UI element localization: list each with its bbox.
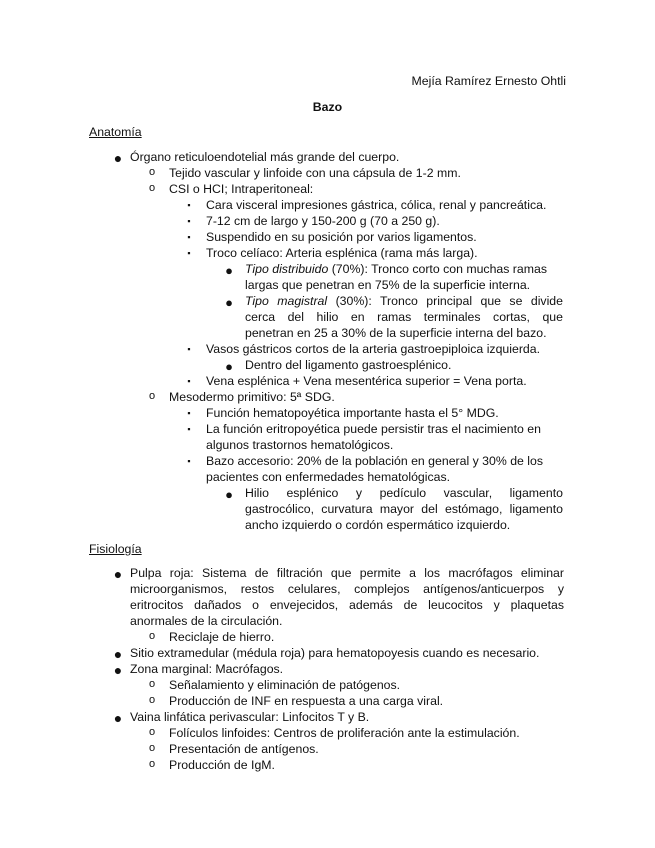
bullet-icon: ▪ (187, 456, 191, 466)
bullet-icon: ▪ (187, 200, 191, 210)
bullet-icon: o (148, 694, 156, 706)
bullet-icon: o (148, 182, 156, 194)
bullet-icon: ● (225, 263, 233, 278)
bullet-icon: o (148, 630, 156, 642)
bullet-icon: ▪ (187, 248, 191, 258)
list-item-cont: eritrocitos dañados o envejecidos, además de leucocitos y plaquetas (130, 598, 564, 612)
list-item-cont: cerca del hilio en ramas terminales cortas, que (245, 310, 563, 324)
list-item-cont: microorganismos, restos celulares, complejos antígenos/anticuerpos y (130, 582, 564, 596)
bullet-icon: o (148, 758, 156, 770)
bullet-icon: o (148, 726, 156, 738)
bullet-icon: ● (225, 295, 233, 310)
bullet-icon: o (148, 390, 156, 402)
bullet-icon: ● (225, 487, 233, 502)
bullet-icon: ▪ (187, 344, 191, 354)
bullet-icon: ● (225, 359, 233, 374)
bullet-icon: ● (113, 566, 123, 582)
bullet-icon: o (148, 742, 156, 754)
page-title: Bazo (312, 100, 343, 114)
bullet-icon: ▪ (187, 216, 191, 226)
list-item-cont: gastrocólico, curvatura mayor del estómago, ligamento (245, 502, 563, 516)
section-heading-fisiologia: Fisiología (89, 542, 142, 556)
bullet-icon: ● (113, 710, 123, 726)
bullet-icon: ● (113, 150, 123, 166)
bullet-icon: ▪ (187, 408, 191, 418)
author-name: Mejía Ramírez Ernesto Ohtli (411, 74, 566, 88)
bullet-icon: o (148, 678, 156, 690)
bullet-icon: ▪ (187, 424, 191, 434)
bullet-icon: ▪ (187, 232, 191, 242)
bullet-icon: ▪ (187, 376, 191, 386)
bullet-icon: ● (113, 646, 123, 662)
bullet-icon: o (148, 166, 156, 178)
bullet-icon: ● (113, 662, 123, 678)
section-heading-anatomia: Anatomía (89, 125, 142, 139)
